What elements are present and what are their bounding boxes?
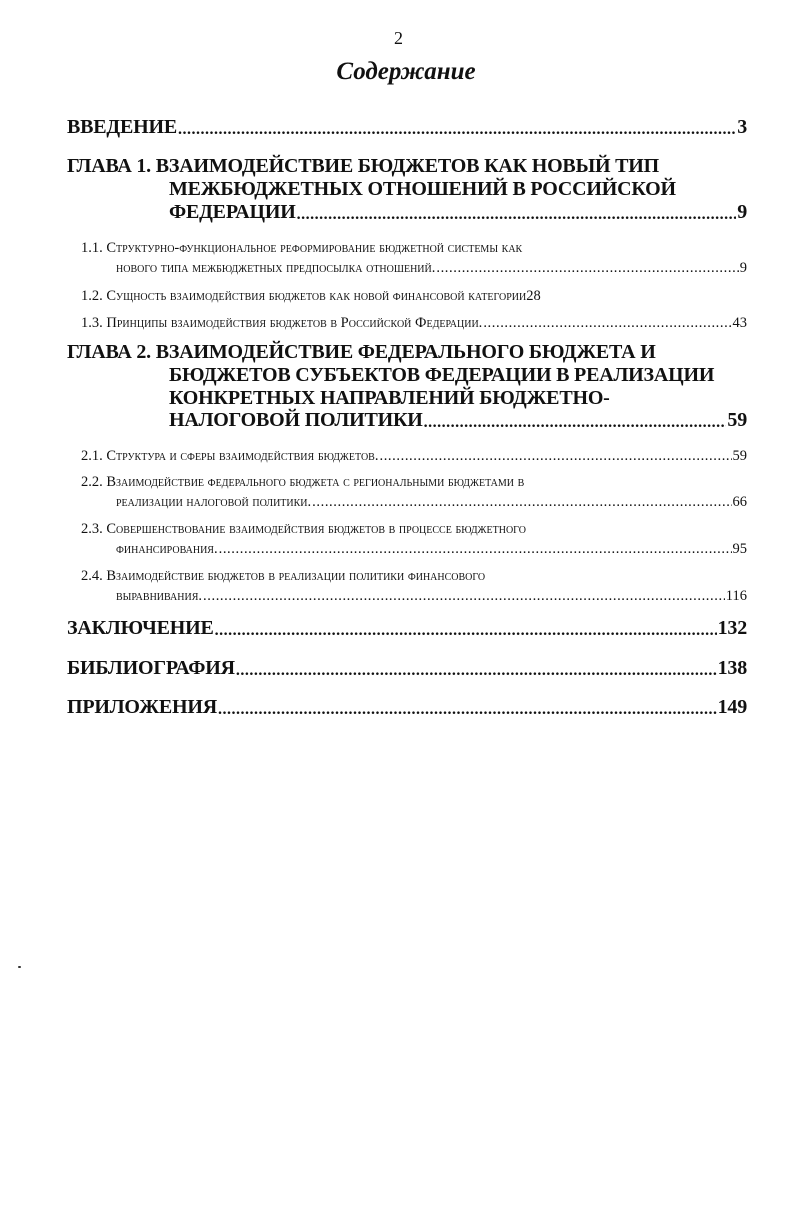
toc-page-number: 59 xyxy=(732,448,747,464)
toc-page-number: 95 xyxy=(732,541,747,557)
toc-entry-intro[interactable] xyxy=(67,116,747,139)
chapter-heading-line: ГЛАВА 2. ВЗАИМОДЕЙСТВИЕ ФЕДЕРАЛЬНОГО БЮДЖЕТА И xyxy=(67,341,656,363)
scan-speck xyxy=(18,966,21,968)
toc-page-number: 9 xyxy=(739,260,747,276)
toc-page-number: 3 xyxy=(737,116,747,138)
toc-page-number: 66 xyxy=(732,494,747,510)
toc-page-number: 43 xyxy=(732,315,747,331)
dot-leader xyxy=(483,315,731,332)
dot-leader xyxy=(312,494,731,511)
toc-section-1-2[interactable]: 1.2. Сущность взаимодействия бюджетов как новой финансовой категории 28 xyxy=(81,288,541,304)
toc-entry-label: ВВЕДЕНИЕ xyxy=(67,116,177,138)
dot-leader xyxy=(424,414,727,432)
toc-page-number: 116 xyxy=(725,588,747,604)
dot-leader xyxy=(203,588,725,605)
toc-page-number: 28 xyxy=(526,288,541,304)
dot-leader xyxy=(219,541,732,558)
toc-page-number: 132 xyxy=(717,617,747,639)
chapter-heading-line: НАЛОГОВОЙ ПОЛИТИКИ ..... 59 xyxy=(169,409,747,432)
toc-entry-bibliography[interactable] xyxy=(67,657,747,680)
dot-leader xyxy=(178,121,736,139)
dot-leader xyxy=(379,448,731,465)
dot-leader xyxy=(236,662,717,680)
toc-page-number: 149 xyxy=(717,696,747,718)
toc-entry-label: ЗАКЛЮЧЕНИЕ xyxy=(67,617,214,639)
chapter-heading-line: БЮДЖЕТОВ СУБЪЕКТОВ ФЕДЕРАЦИИ В РЕАЛИЗАЦИИ xyxy=(169,364,715,386)
toc-entry-appendices[interactable] xyxy=(67,696,747,719)
toc-section-1-3[interactable]: 1.3. Принципы взаимодействия бюджетов в Российской Федерации. ..... 43 xyxy=(81,315,747,332)
chapter-heading-line: КОНКРЕТНЫХ НАПРАВЛЕНИЙ БЮДЖЕТНО- xyxy=(169,387,610,409)
toc-section-2-1[interactable]: 2.1. Структура и сферы взаимодействия бюджетов. ..... 59 xyxy=(81,448,747,465)
page-title: Содержание xyxy=(336,58,476,85)
chapter-heading-line: ФЕДЕРАЦИИ ..... 9 xyxy=(169,201,747,224)
chapter-heading-line: МЕЖБЮДЖЕТНЫХ ОТНОШЕНИЙ В РОССИЙСКОЙ xyxy=(169,178,676,200)
toc-page-number: 59 xyxy=(727,409,747,431)
toc-page-number: 9 xyxy=(737,201,747,223)
toc-entry-conclusion[interactable] xyxy=(67,617,747,640)
toc-page-number: 138 xyxy=(717,657,747,679)
chapter-heading-line: ГЛАВА 1. ВЗАИМОДЕЙСТВИЕ БЮДЖЕТОВ КАК НОВЫЙ ТИП xyxy=(67,155,660,177)
page-number: 2 xyxy=(394,28,403,48)
dot-leader xyxy=(218,701,717,719)
dot-leader xyxy=(297,206,737,224)
dot-leader xyxy=(215,622,717,640)
toc-entry-label: БИБЛИОГРАФИЯ xyxy=(67,657,235,679)
toc-entry-label: ПРИЛОЖЕНИЯ xyxy=(67,696,217,718)
dot-leader xyxy=(436,260,738,277)
